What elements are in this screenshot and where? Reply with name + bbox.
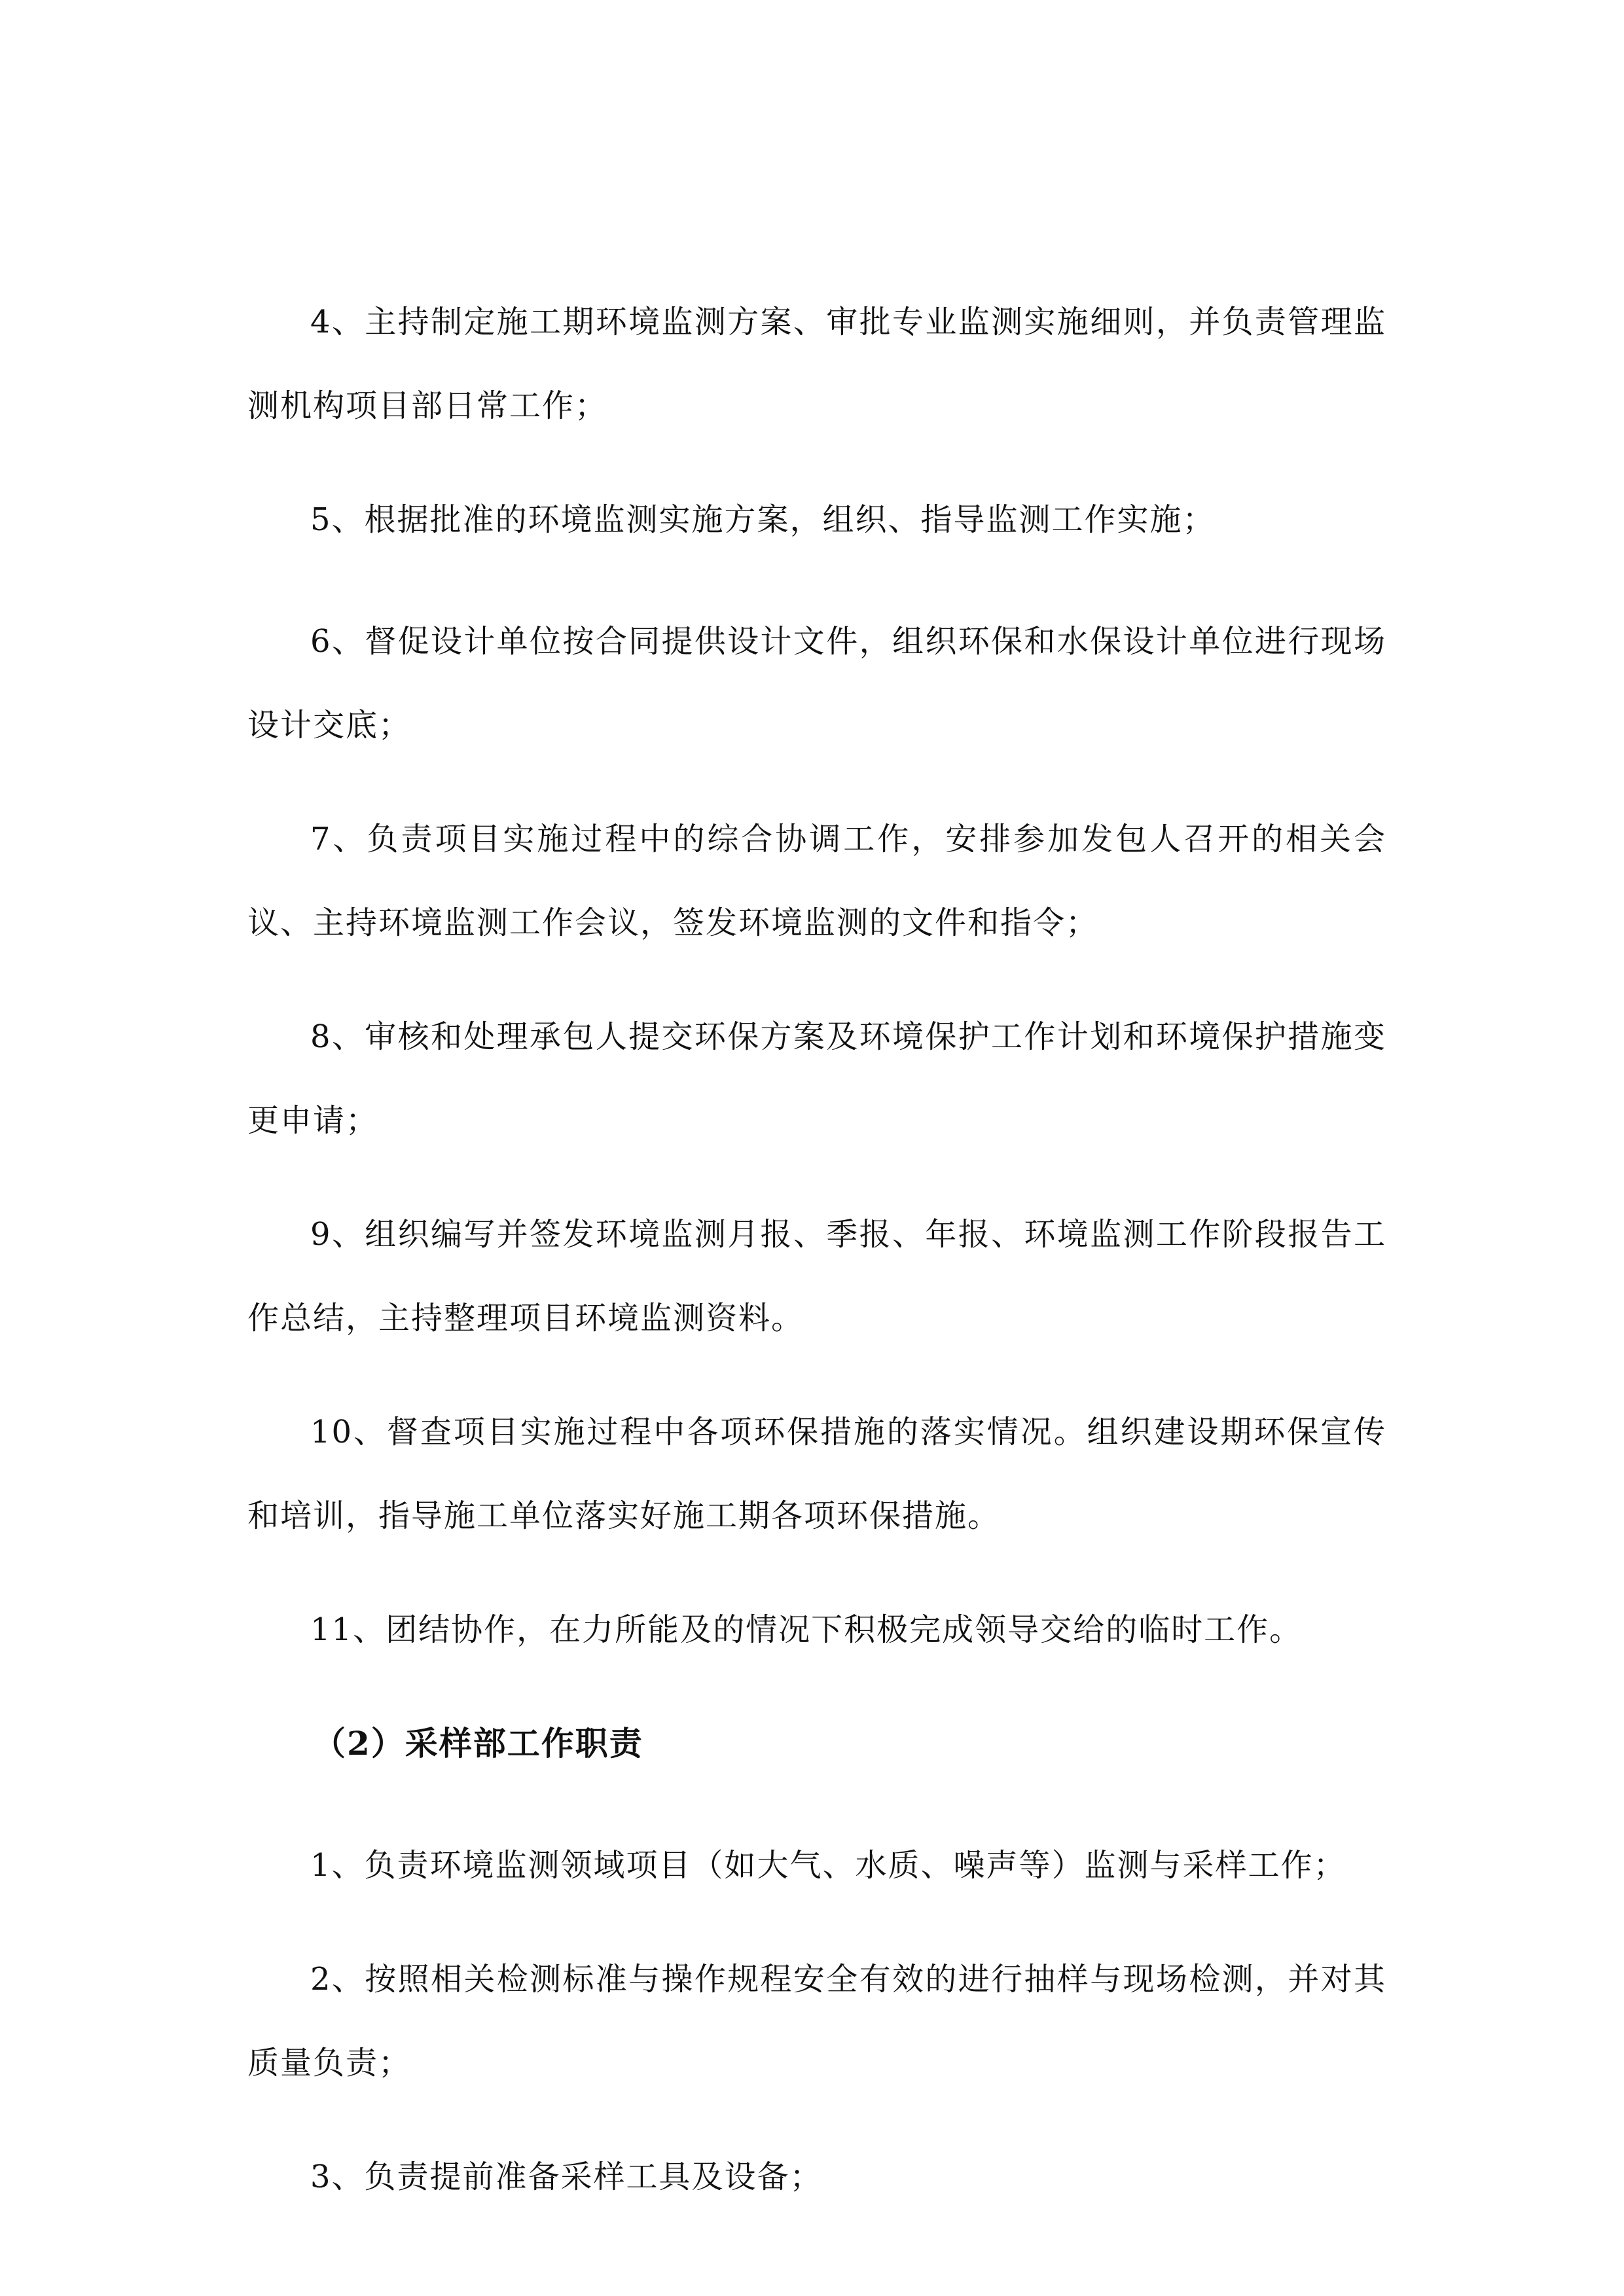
duty-item-6: 6、督促设计单位按合同提供设计文件，组织环保和水保设计单位进行现场设计交底； [247,623,1386,744]
document-body [247,280,1386,2257]
sampling-duty-item-2: 2、按照相关检测标准与操作规程安全有效的进行抽样与现场检测，并对其质量负责； [247,1961,1386,2081]
duty-item-7: 7、负责项目实施过程中的综合协调工作，安排参加发包人召开的相关会议、主持环境监测工作会议，签发环境监测的文件和指令； [247,821,1386,941]
duty-item-9: 9、组织编写并签发环境监测月报、季报、年报、环境监测工作阶段报告工作总结，主持整理项目环境监测资料。 [247,1216,1386,1336]
sampling-duty-item-3: 3、负责提前准备采样工具及设备； [310,2159,823,2195]
duty-item-4: 4、主持制定施工期环境监测方案、审批专业监测实施细则，并负责管理监 测机构项目部日常工作； [247,304,1386,424]
sampling-duty-item-1: 1、负责环境监测领域项目（如大气、水质、噪声等）监测与采样工作； [310,1847,1346,1884]
duty-item-5: 5、根据批准的环境监测实施方案，组织、指导监测工作实施； [310,501,1216,538]
duty-item-8: 8、审核和处理承包人提交环保方案及环境保护工作计划和环境保护措施变更申请； [247,1018,1386,1139]
duty-item-10: 10、督查项目实施过程中各项环保措施的落实情况。组织建设期环保宣传和培训，指导施工单位落实好施工期各项环保措施。 [247,1414,1386,1534]
section-heading-sampling-dept: （2）采样部工作职责 [313,1724,643,1763]
duty-item-11: 11、团结协作，在力所能及的情况下积极完成领导交给的临时工作。 [310,1611,1303,1648]
